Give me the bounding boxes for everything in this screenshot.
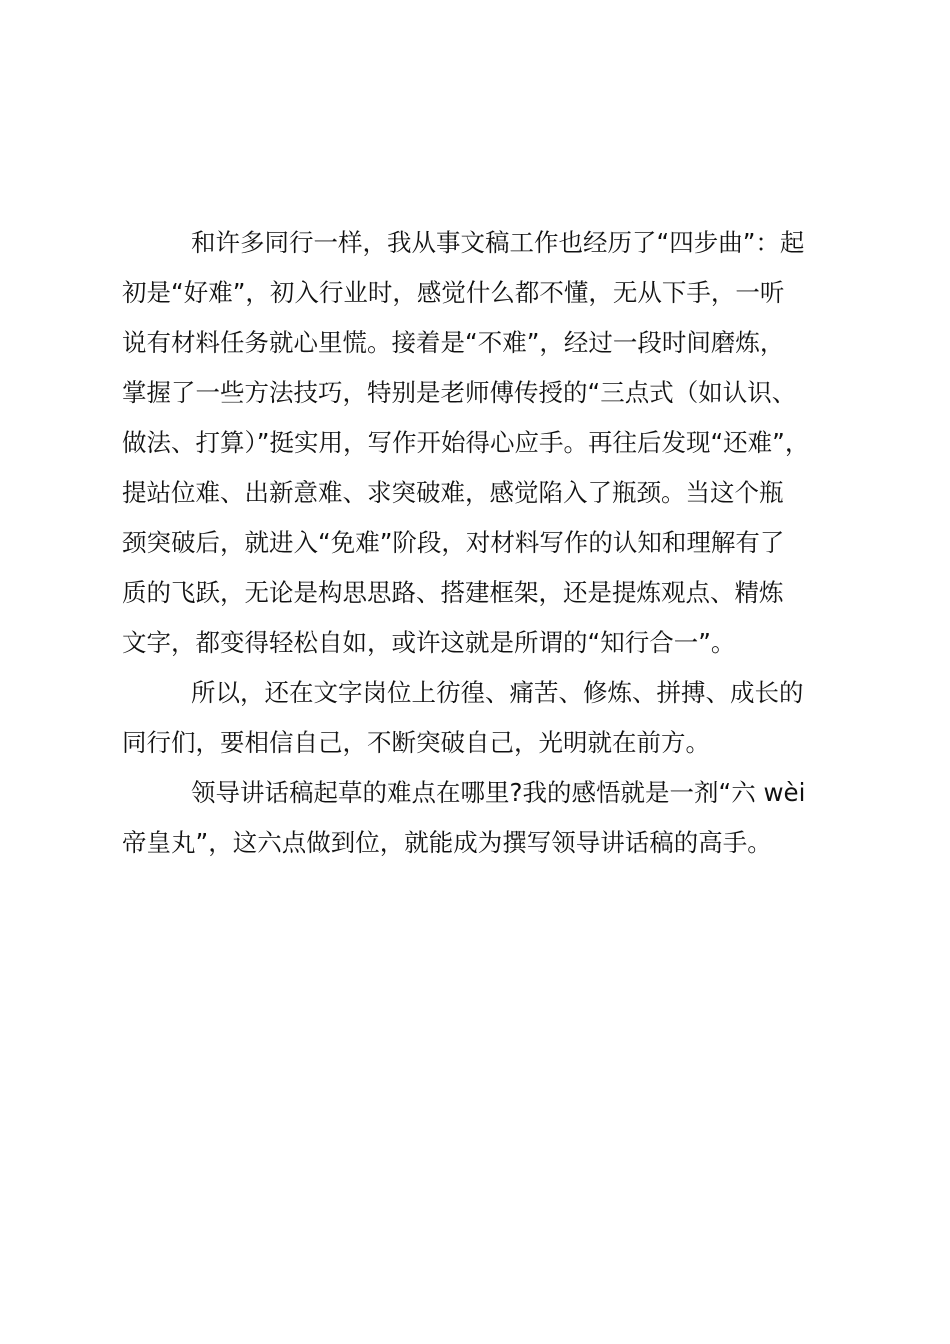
paragraph-1-line-9: 文字，都变得轻松自如，或许这就是所谓的“知行合一”。 xyxy=(122,628,736,657)
paragraph-1-line-7: 颈突破后，就进入“免难”阶段，对材料写作的认知和理解有了 xyxy=(122,528,785,557)
paragraph-1-line-4: 掌握了一些方法技巧，特别是老师傅传授的“三点式（如认识、 xyxy=(122,378,797,407)
paragraph-1-line-3: 说有材料任务就心里慌。接着是“不难”，经过一段时间磨炼， xyxy=(122,328,785,357)
paragraph-1-line-8: 质的飞跃，无论是构思思路、搭建框架，还是提炼观点、精炼 xyxy=(122,578,784,607)
paragraph-1-line-1: 和许多同行一样，我从事文稿工作也经历了“四步曲”：起 xyxy=(191,228,805,257)
paragraph-1-line-2: 初是“好难”，初入行业时，感觉什么都不懂，无从下手，一听 xyxy=(122,278,785,307)
paragraph-2-line-1: 所以，还在文字岗位上彷徨、痛苦、修炼、拼搏、成长的 xyxy=(191,678,804,707)
paragraph-2-line-2: 同行们，要相信自己，不断突破自己，光明就在前方。 xyxy=(122,728,710,757)
paragraph-3-line-1: 领导讲话稿起草的难点在哪里?我的感悟就是一剂“六 wèi xyxy=(191,778,806,807)
paragraph-1-line-5: 做法、打算）”挺实用，写作开始得心应手。再往后发现“还难”， xyxy=(122,428,810,457)
paragraph-1-line-6: 提站位难、出新意难、求突破难，感觉陷入了瓶颈。当这个瓶 xyxy=(122,478,784,507)
paragraph-3-line-2: 帝皇丸”，这六点做到位，就能成为撰写领导讲话稿的高手。 xyxy=(122,828,772,857)
